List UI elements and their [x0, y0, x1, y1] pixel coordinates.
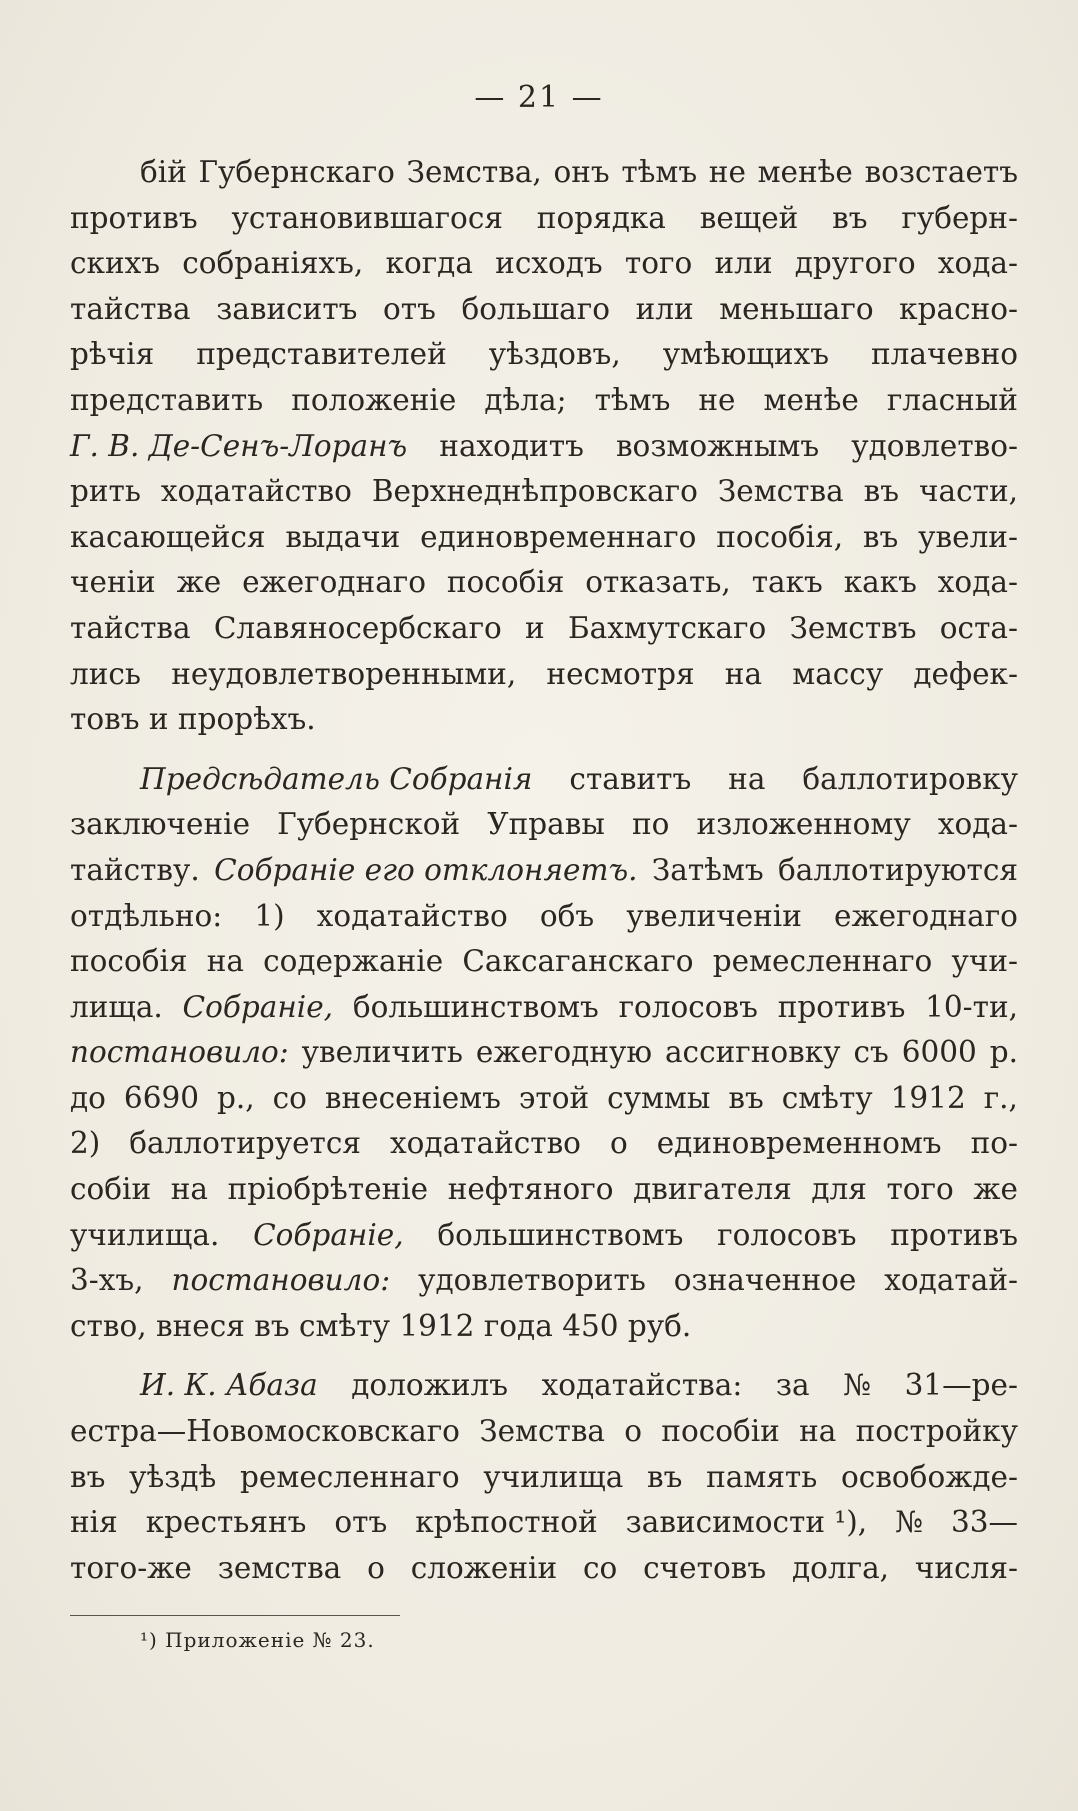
word: о: [624, 1414, 643, 1449]
word: внесеніемъ: [324, 1080, 501, 1115]
text-line: [70, 1455, 1018, 1501]
word: въ: [728, 1080, 764, 1115]
text-line: [70, 1500, 1018, 1546]
word: крѣпостной: [415, 1505, 598, 1540]
word: 1912: [399, 1308, 475, 1343]
word: 6000: [901, 1035, 977, 1070]
word: И. К. Абаза: [140, 1368, 318, 1403]
text-line: [70, 939, 1018, 985]
word: ежегоднаго: [242, 565, 426, 600]
body-text: [70, 150, 1018, 1591]
text-line: [70, 241, 1018, 287]
word: удовлетво-: [851, 428, 1018, 463]
text-line: [70, 424, 1018, 470]
text-line: [70, 1546, 1018, 1592]
word: положеніе: [291, 382, 457, 417]
word: Губернской: [277, 807, 461, 842]
word: уѣздѣ: [129, 1459, 217, 1494]
word: тѣмъ: [621, 155, 698, 189]
word: менѣе: [763, 382, 859, 417]
word: изложенному: [696, 807, 911, 842]
word: пособія: [446, 565, 565, 600]
word: Земствъ: [789, 610, 917, 645]
word: Земства,: [406, 155, 542, 189]
word: №: [895, 1505, 923, 1540]
word: возможнымъ: [615, 428, 820, 463]
footnote-separator: [70, 1615, 400, 1616]
word: собраніяхъ,: [182, 246, 364, 281]
text-line: [70, 652, 1018, 698]
text-line: [70, 1121, 1018, 1167]
word: суммы: [607, 1080, 711, 1115]
word: постройку: [855, 1414, 1018, 1449]
word: счетовъ: [643, 1550, 767, 1585]
word: такъ: [751, 565, 823, 600]
word: того: [624, 246, 693, 281]
word: на: [799, 1414, 837, 1449]
word: сложеніи: [410, 1550, 558, 1585]
word: удовлетворить: [418, 1263, 646, 1298]
word: зависитъ: [216, 291, 358, 326]
word: ставитъ: [569, 761, 692, 796]
word: заключеніе: [70, 807, 251, 842]
word: 1): [254, 898, 285, 933]
word: массу: [792, 656, 884, 691]
word: дефек-: [913, 656, 1018, 691]
page-number: — 21 —: [474, 80, 604, 115]
word: менѣе: [757, 155, 853, 189]
word: оста-: [939, 610, 1018, 645]
word: ремесленнаго: [712, 944, 933, 979]
footnote: ¹) Приложеніе № 23.: [140, 1628, 375, 1652]
text-line: [70, 196, 1018, 242]
word: меньшаго: [719, 291, 874, 326]
text-line: [70, 515, 1018, 561]
word: бій: [140, 155, 187, 189]
word: на: [728, 761, 766, 796]
word: лища.: [70, 989, 163, 1024]
word: до: [70, 1080, 106, 1115]
word: объ: [539, 898, 595, 933]
word: крестьянъ: [145, 1505, 307, 1540]
word: означенное: [673, 1263, 857, 1298]
word: Г. В. Де-Сенъ-Лоранъ: [70, 428, 408, 463]
text-line: [70, 757, 1018, 803]
word: въ: [70, 1459, 106, 1494]
text-line: [70, 802, 1018, 848]
word: хода-: [937, 246, 1018, 281]
word: доложилъ: [351, 1368, 508, 1403]
word: представить: [70, 382, 264, 417]
word: 2): [70, 1126, 101, 1161]
word: неудовлетворенными,: [171, 656, 517, 691]
word: въ: [863, 474, 900, 509]
word: долга,: [791, 1550, 890, 1585]
word: въ: [647, 1459, 683, 1494]
word: ходатайство: [316, 898, 508, 933]
word: о: [367, 1550, 385, 1585]
word: пособія,: [716, 519, 844, 554]
word: противъ: [777, 989, 906, 1024]
text-line: [70, 469, 1018, 515]
word: представителей: [196, 337, 447, 372]
word: Собраніе его отклоняетъ.: [214, 852, 638, 887]
word: постановило:: [171, 1263, 391, 1298]
word: баллотировку: [802, 761, 1018, 796]
word: увеличеніи: [626, 898, 802, 933]
word: единовременномъ: [656, 1126, 942, 1161]
word: учи-: [951, 944, 1018, 979]
word: тѣмъ: [594, 382, 671, 417]
word: рѣчія: [70, 337, 155, 372]
word: память: [706, 1459, 818, 1494]
word: другого: [794, 246, 916, 281]
word: Предсѣдатель Собранія: [140, 761, 533, 796]
word: гласный: [886, 382, 1018, 417]
word: Земства: [479, 1414, 606, 1449]
word: тайства: [70, 291, 191, 326]
word: 31—ре-: [904, 1368, 1018, 1403]
word: лись: [70, 656, 141, 691]
word: же: [973, 1172, 1018, 1207]
word: дѣла;: [484, 382, 567, 417]
word: онъ: [553, 155, 610, 189]
word: въ: [862, 519, 899, 554]
word: хода-: [937, 807, 1018, 842]
word: пособія: [70, 944, 188, 979]
text-line: [70, 894, 1018, 940]
text-line: [70, 1076, 1018, 1122]
word: нефтяного: [447, 1172, 614, 1207]
word: порядка: [536, 200, 666, 235]
word: установившагося: [231, 200, 503, 235]
word: ходатайство: [390, 1126, 581, 1161]
text-line: [70, 1258, 1018, 1304]
word: ассигновку: [664, 1035, 841, 1070]
word: 33—: [950, 1505, 1018, 1540]
word: смѣту: [781, 1080, 873, 1115]
word: ежегодную: [475, 1035, 653, 1070]
word: не: [698, 382, 736, 417]
word: не: [708, 155, 746, 189]
word: о: [609, 1126, 628, 1161]
word: большаго: [461, 291, 610, 326]
word: того: [886, 1172, 954, 1207]
word: ходатайства:: [541, 1368, 743, 1403]
word: отъ: [334, 1505, 388, 1540]
word: 3-хъ,: [70, 1263, 144, 1298]
word: какъ: [843, 565, 917, 600]
word: скихъ: [70, 246, 161, 281]
word: Собраніе,: [182, 989, 334, 1024]
word: противъ: [890, 1217, 1018, 1252]
word: собіи: [70, 1172, 152, 1207]
word: ежегоднаго: [834, 898, 1018, 933]
word: Управы: [487, 807, 605, 842]
word: р.,: [216, 1080, 255, 1115]
word: тайству.: [70, 852, 200, 887]
text-line: [70, 378, 1018, 424]
word: нія: [70, 1505, 118, 1540]
word: 450: [562, 1308, 619, 1343]
word: со: [583, 1550, 618, 1585]
word: на: [206, 944, 244, 979]
word: ченіи: [70, 565, 156, 600]
word: или: [635, 291, 694, 326]
word: Бахмутскаго: [567, 610, 767, 645]
word: баллотируются: [778, 852, 1018, 887]
paragraph-gap: [70, 743, 1018, 757]
word: этой: [518, 1080, 590, 1115]
word: уѣздовъ,: [488, 337, 621, 372]
word: тайства: [70, 610, 191, 645]
text-line: [70, 697, 1018, 743]
word: по: [631, 807, 670, 842]
text-line: [70, 1304, 1018, 1350]
word: земства: [217, 1550, 342, 1585]
word: и: [148, 702, 169, 737]
word: Земства: [717, 474, 844, 509]
word: вещей: [699, 200, 799, 235]
word: выдачи: [285, 519, 401, 554]
word: увеличить: [301, 1035, 463, 1070]
word: внеся: [155, 1308, 245, 1343]
word: рить: [70, 474, 141, 509]
word: товъ: [70, 702, 140, 737]
word: умѣющихъ: [662, 337, 829, 372]
word: ство,: [70, 1308, 147, 1343]
word: 1912: [890, 1080, 966, 1115]
text-line: [70, 1213, 1018, 1259]
word: №: [843, 1368, 872, 1403]
word: постановило:: [70, 1035, 289, 1070]
word: пріобрѣтеніе: [227, 1172, 429, 1207]
word: отказать,: [585, 565, 731, 600]
word: красно-: [899, 291, 1018, 326]
text-line: [70, 287, 1018, 333]
word: когда: [385, 246, 473, 281]
word: баллотируется: [129, 1126, 362, 1161]
word: голосовъ: [717, 1217, 857, 1252]
word: единовременнаго: [420, 519, 697, 554]
word: находитъ: [439, 428, 584, 463]
word: ремесленнаго: [240, 1459, 460, 1494]
word: губерн-: [901, 200, 1018, 235]
word: Губернскаго: [198, 155, 395, 189]
word: въ: [254, 1308, 290, 1343]
text-line: [70, 985, 1018, 1031]
word: училища.: [70, 1217, 220, 1252]
text-line: [70, 332, 1018, 378]
word: Славяносербскаго: [213, 610, 502, 645]
word: числя-: [914, 1550, 1018, 1585]
word: Верхнеднѣпровскаго: [371, 474, 698, 509]
word: на: [170, 1172, 208, 1207]
word: большинствомъ: [437, 1217, 684, 1252]
word: двигателя: [633, 1172, 792, 1207]
word: пособіи: [661, 1414, 780, 1449]
word: возстаетъ: [864, 155, 1018, 189]
word: или: [714, 246, 773, 281]
word: для: [811, 1172, 867, 1207]
word: Саксаганскаго: [462, 944, 694, 979]
word: училища: [483, 1459, 624, 1494]
word: прорѣхъ.: [177, 702, 316, 737]
word: увели-: [918, 519, 1018, 554]
word: руб.: [627, 1308, 692, 1343]
word: г.,: [983, 1080, 1018, 1115]
text-line: [70, 1363, 1018, 1409]
word: несмотря: [546, 656, 695, 691]
word: исходъ: [495, 246, 603, 281]
word: части,: [919, 474, 1018, 509]
text-line: [70, 1409, 1018, 1455]
word: и: [525, 610, 545, 645]
word: по-: [970, 1126, 1018, 1161]
word: большинствомъ: [352, 989, 599, 1024]
word: ходатай-: [884, 1263, 1018, 1298]
word: года: [483, 1308, 553, 1343]
text-line: [70, 1030, 1018, 1076]
word: же: [176, 565, 222, 600]
word: на: [724, 656, 763, 691]
word: голосовъ: [618, 989, 758, 1024]
word: за: [775, 1368, 810, 1403]
word: р.: [989, 1035, 1018, 1070]
word: освобожде-: [841, 1459, 1018, 1494]
word: зависимости ¹),: [625, 1505, 868, 1540]
text-line: [70, 560, 1018, 606]
word: смѣту: [299, 1308, 390, 1343]
text-line: [70, 150, 1018, 196]
word: плачевно: [871, 337, 1018, 372]
word: естра—Новомосковскаго: [70, 1414, 460, 1449]
word: касающейся: [70, 519, 266, 554]
word: того-же: [70, 1550, 192, 1585]
word: отдѣльно:: [70, 898, 223, 933]
word: ходатайство: [160, 474, 352, 509]
word: хода-: [937, 565, 1018, 600]
text-line: [70, 848, 1018, 894]
word: Затѣмъ: [651, 852, 764, 887]
word: 6690: [123, 1080, 199, 1115]
paragraph-gap: [70, 1349, 1018, 1363]
word: 10-ти,: [925, 989, 1018, 1024]
word: въ: [832, 200, 868, 235]
word: съ: [853, 1035, 889, 1070]
text-line: [70, 1167, 1018, 1213]
word: со: [272, 1080, 307, 1115]
word: отъ: [383, 291, 436, 326]
word: противъ: [70, 200, 198, 235]
text-line: [70, 606, 1018, 652]
word: Собраніе,: [253, 1217, 404, 1252]
word: содержаніе: [263, 944, 444, 979]
